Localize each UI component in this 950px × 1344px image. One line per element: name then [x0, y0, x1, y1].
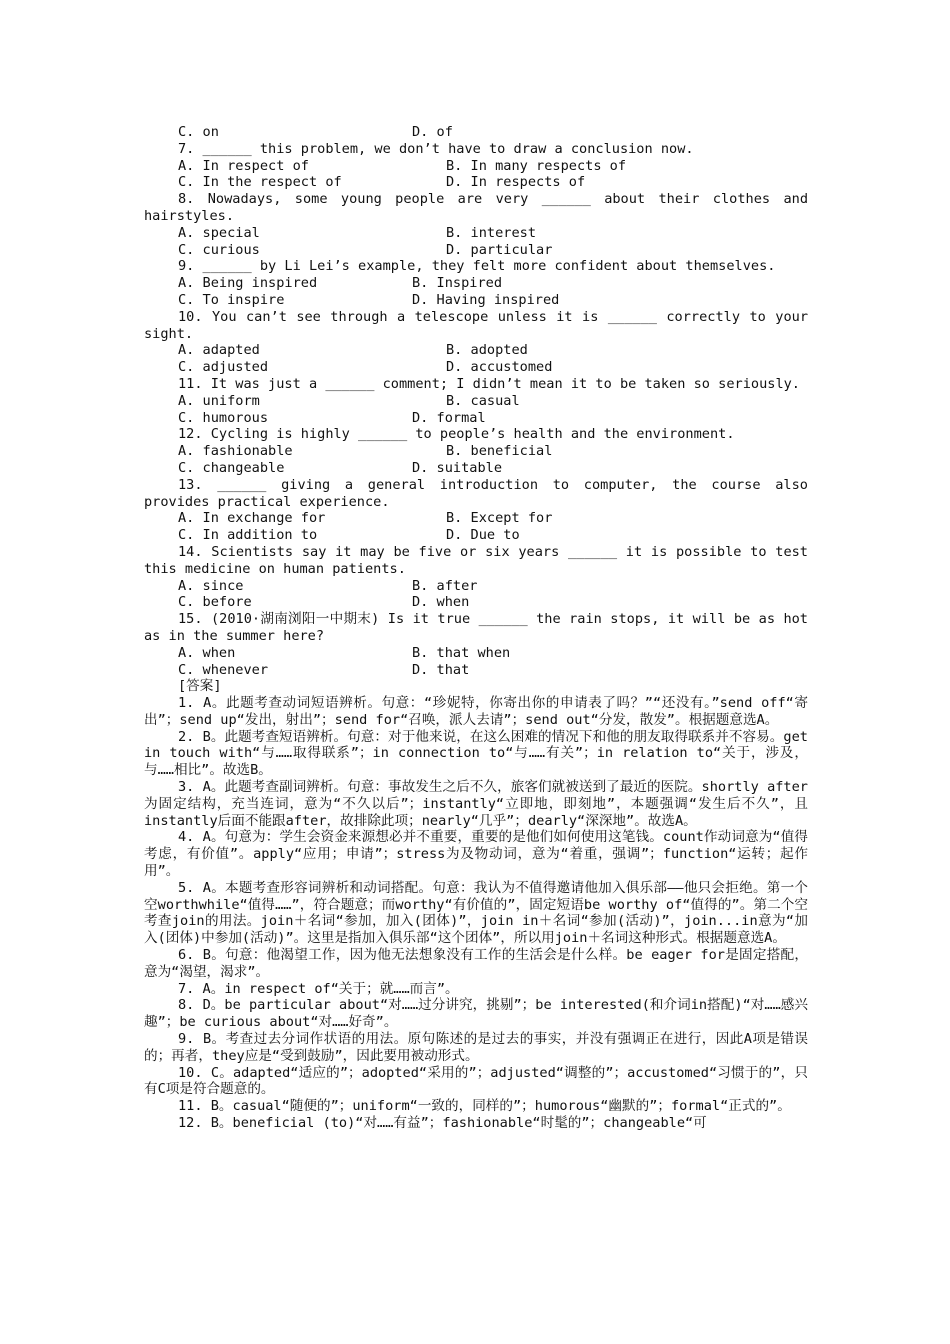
question-q12 [144, 426, 808, 476]
option-b: B. interest [446, 224, 537, 241]
answer-item: 10. C。adapted“适应的”；adopted“采用的”；adjusted“调整的”；accustomed“习惯于的”，只有C项是符合题意的。 [144, 1064, 808, 1098]
answer-item: 6. B。句意：他渴望工作，因为他无法想象没有工作的生活会是什么样。be eager for是固定搭配，意为“渴望，渴求”。 [144, 947, 808, 980]
option-row [144, 510, 808, 527]
question-q15 [144, 611, 808, 678]
option-c: C. changeable [178, 459, 285, 476]
question-q10 [144, 309, 808, 376]
question-stem: 7. ______ this problem, we don’t have to draw a conclusion now. [178, 140, 694, 157]
question-q14 [144, 544, 808, 611]
option-c: C. humorous [178, 409, 269, 426]
option-row [144, 158, 808, 175]
question-q9 [144, 258, 808, 308]
option-a: A. when [178, 644, 236, 661]
option-d: D. of [412, 124, 453, 140]
document-body [144, 124, 808, 1132]
question-stem: 11. It was just a ______ comment; I didn’t mean it to be taken so seriously. [178, 375, 800, 392]
option-d: D. particular [446, 241, 553, 258]
option-d: D. when [412, 594, 470, 611]
option-b: B. adopted [446, 342, 528, 359]
option-d: D. In respects of [446, 174, 586, 191]
question-stem: 12. Cycling is highly ______ to people’s health and the environment. [178, 426, 735, 443]
option-b: B. casual [446, 392, 520, 409]
option-row [144, 174, 808, 191]
option-c: C. adjusted [178, 359, 269, 376]
answer-item: 9. B。考查过去分词作状语的用法。原句陈述的是过去的事实，并没有强调正在进行，因此A项是错误的；再者，they应是“受到鼓励”，因此要用被动形式。 [144, 1031, 808, 1064]
question-stem: 9. ______ by Li Lei’s example, they felt more confident about themselves. [178, 258, 776, 275]
option-row [144, 342, 808, 359]
option-row [144, 225, 808, 242]
answer-list [144, 695, 808, 1132]
option-b: B. In many respects of [446, 157, 627, 174]
option-a: A. uniform [178, 392, 260, 409]
option-b: B. Inspired [412, 275, 503, 292]
option-row [144, 292, 808, 309]
option-b: B. that when [412, 644, 511, 661]
option-c: C. To inspire [178, 291, 285, 308]
answer-item: 4. A。句意为：学生会资金来源想必并不重要，重要的是他们如何使用这笔钱。count作动词意为“值得考虑，有价值”。apply“应用；申请”；stress为及物动词，意为“着重，强调”；function“运转；起作用”。 [144, 829, 808, 880]
answer-item: 11. B。casual“随便的”；uniform“一致的，同样的”；humorous“幽默的”；formal“正式的”。 [178, 1098, 791, 1115]
option-row [144, 645, 808, 662]
question-stem: 15. (2010·湖南浏阳一中期末) Is it true ______ the rain stops, it will be as hot as in the summer here? [144, 611, 808, 644]
question-q11 [144, 376, 808, 426]
option-c: C. whenever [178, 661, 269, 678]
answer-item: 2. B。此题考查短语辨析。句意：对于他来说，在这么困难的情况下和他的朋友取得联系并不容易。get in touch with“与……取得联系”；in connection to“与……有关”；in relation to“关于，涉及，与……相比”。故选B。 [144, 728, 808, 779]
option-a: A. special [178, 224, 260, 241]
option-a: A. In respect of [178, 157, 309, 174]
option-d: D. that [412, 661, 470, 678]
option-a: A. Being inspired [178, 275, 318, 292]
option-row [144, 662, 808, 679]
answer-header: [答案] [178, 678, 222, 695]
option-row [144, 460, 808, 477]
answer-item: 12. B。beneficial (to)“对……有益”；fashionable“时髦的”；changeable“可 [178, 1115, 707, 1132]
answer-item: 1. A。此题考查动词短语辨析。句意：“珍妮特，你寄出你的申请表了吗？”“还没有。”send off“寄出”；send up“发出，射出”；send for“召唤，派人去请”；send out“分发，散发”。根据题意选A。 [144, 695, 808, 728]
option-c: C. In addition to [178, 527, 318, 544]
question-q7 [144, 141, 808, 191]
option-row [144, 124, 808, 141]
option-row [144, 242, 808, 259]
question-stem: 8. Nowadays, some young people are very ______ about their clothes and hairstyles. [144, 191, 808, 224]
answer-item: 5. A。本题考查形容词辨析和动词搭配。句意：我认为不值得邀请他加入俱乐部——他只会拒绝。第一个空worthwhile“值得……”，符合题意；而worthy“有价值的”，固定短语be worthy of“值得的”。第二个空考查join的用法。join＋名词“参加，加入(团体)”，join in＋名词“参加(活动)”，join...in意为“加入(团体)中参加(活动)”。这里是指加入俱乐部“这个团体”，所以用join＋名词这种形式。根据题意选A。 [144, 879, 808, 947]
option-row [144, 578, 808, 595]
question-list [144, 124, 808, 678]
option-a: A. fashionable [178, 443, 293, 460]
option-row [144, 393, 808, 410]
question-stem: 10. You can’t see through a telescope unless it is ______ correctly to your sight. [144, 308, 808, 342]
option-d: D. Having inspired [412, 291, 560, 308]
option-row [144, 594, 808, 611]
answer-item: 3. A。此题考查副词辨析。句意：事故发生之后不久，旅客们就被送到了最近的医院。shortly after为固定结构，充当连词，意为“不久以后”；instantly“立即地，即刻地”，本题强调“发生后不久”，且instantly后面不能跟after，故排除此项；nearly“几乎”；dearly“深深地”。故选A。 [144, 779, 808, 829]
option-a: A. In exchange for [178, 510, 326, 527]
option-row [144, 275, 808, 292]
question-q8 [144, 191, 808, 258]
option-c: C. before [178, 594, 252, 611]
option-row [144, 527, 808, 544]
question-q6tail [144, 124, 808, 141]
option-c: C. curious [178, 241, 260, 258]
option-d: D. Due to [446, 527, 520, 544]
option-row [144, 443, 808, 460]
option-d: D. formal [412, 409, 486, 426]
answer-item: 8. D。be particular about“对……过分讲究，挑剔”；be interested(和介词in搭配)“对……感兴趣”；be curious about“对……好奇”。 [144, 997, 808, 1031]
option-b: B. after [412, 577, 478, 594]
option-b: B. Except for [446, 510, 553, 527]
question-q13 [144, 477, 808, 544]
answer-item: 7. A。in respect of“关于；就……而言”。 [178, 980, 459, 997]
question-stem: 14. Scientists say it may be five or six years ______ it is possible to test this medicine on human patients. [144, 543, 808, 577]
option-b: B. beneficial [446, 443, 553, 460]
option-c: C. on [178, 124, 219, 140]
option-row [144, 410, 808, 427]
option-a: A. adapted [178, 342, 260, 359]
option-a: A. since [178, 577, 244, 594]
option-d: D. accustomed [446, 359, 553, 376]
option-d: D. suitable [412, 459, 503, 476]
option-c: C. In the respect of [178, 174, 342, 191]
option-row [144, 359, 808, 376]
question-stem: 13. ______ giving a general introduction to computer, the course also provides practical experience. [144, 476, 808, 510]
